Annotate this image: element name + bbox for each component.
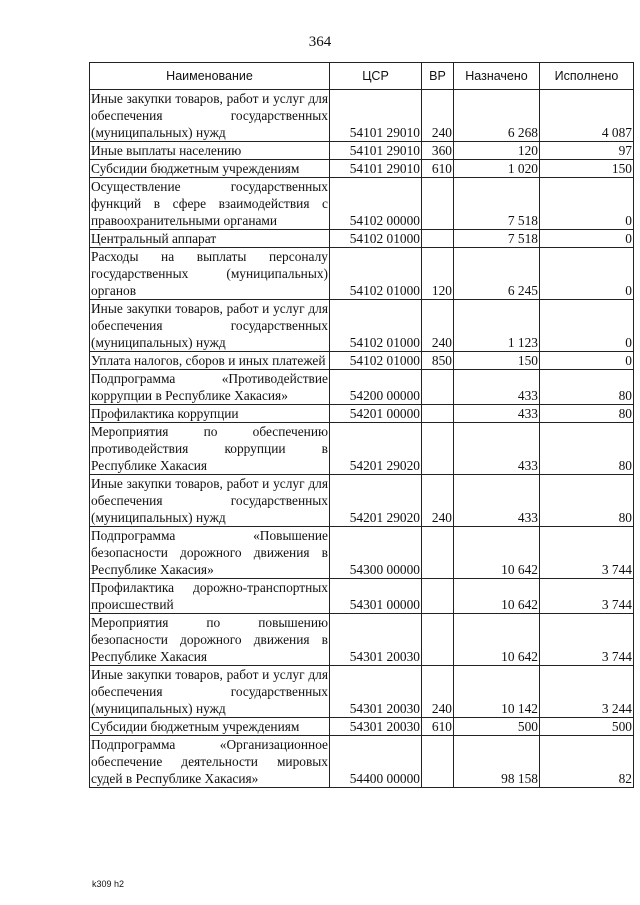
header-executed: Исполнено [540, 63, 634, 90]
cell-vr [422, 423, 454, 475]
cell-csr: 54301 20030 [330, 666, 422, 718]
table-row [90, 475, 634, 527]
cell-assigned: 433 [454, 423, 540, 475]
cell-assigned: 10 642 [454, 614, 540, 666]
budget-table [89, 62, 634, 788]
table-row [90, 579, 634, 614]
table-row [90, 423, 634, 475]
cell-executed: 97 [540, 142, 634, 160]
cell-assigned: 10 642 [454, 579, 540, 614]
cell-executed: 4 087 [540, 90, 634, 142]
cell-name: Профилактика коррупции [90, 405, 330, 423]
cell-name: Подпрограмма «Организационное обеспечение деятельности мировых судей в Республике Хакасия» [91, 737, 328, 786]
table-row [90, 614, 634, 666]
cell-name: Субсидии бюджетным учреждениям [90, 160, 330, 178]
cell-vr: 610 [422, 718, 454, 736]
cell-assigned: 98 158 [454, 736, 540, 788]
cell-assigned: 6 245 [454, 248, 540, 300]
cell-csr: 54102 01000 [330, 352, 422, 370]
cell-csr: 54102 00000 [330, 178, 422, 230]
cell-assigned: 433 [454, 475, 540, 527]
cell-name: Расходы на выплаты персоналу государственных (муниципальных) органов [91, 249, 328, 298]
cell-assigned: 6 268 [454, 90, 540, 142]
table-row [90, 160, 634, 178]
cell-assigned: 10 642 [454, 527, 540, 579]
table-row [90, 248, 634, 300]
cell-name: Подпрограмма «Повышение безопасности дорожного движения в Республике Хакасия» [91, 528, 328, 577]
cell-executed: 3 744 [540, 579, 634, 614]
cell-assigned: 7 518 [454, 178, 540, 230]
cell-executed: 0 [540, 230, 634, 248]
cell-vr [422, 405, 454, 423]
cell-csr: 54301 20030 [330, 614, 422, 666]
cell-name: Иные закупки товаров, работ и услуг для обеспечения государственных (муниципальных) нужд [91, 667, 328, 716]
cell-name: Подпрограмма «Противодействие коррупции в Республике Хакасия» [91, 371, 328, 403]
cell-assigned: 433 [454, 405, 540, 423]
cell-vr: 360 [422, 142, 454, 160]
table-header-row [90, 63, 634, 90]
cell-vr [422, 370, 454, 405]
cell-vr: 240 [422, 90, 454, 142]
cell-executed: 80 [540, 370, 634, 405]
cell-executed: 0 [540, 352, 634, 370]
table-row [90, 527, 634, 579]
cell-csr: 54201 00000 [330, 405, 422, 423]
cell-name: Уплата налогов, сборов и иных платежей [90, 352, 330, 370]
footer-code: k309 h2 [92, 879, 125, 889]
cell-vr [422, 614, 454, 666]
cell-csr: 54101 29010 [330, 90, 422, 142]
cell-csr: 54102 01000 [330, 230, 422, 248]
cell-executed: 80 [540, 475, 634, 527]
table-body [90, 90, 634, 788]
table-row [90, 142, 634, 160]
cell-vr: 240 [422, 666, 454, 718]
cell-vr: 850 [422, 352, 454, 370]
cell-executed: 80 [540, 423, 634, 475]
cell-csr: 54301 20030 [330, 718, 422, 736]
header-name: Наименование [90, 63, 330, 90]
cell-csr: 54201 29020 [330, 423, 422, 475]
cell-executed: 82 [540, 736, 634, 788]
table-row [90, 736, 634, 788]
cell-executed: 3 744 [540, 527, 634, 579]
table-row [90, 178, 634, 230]
cell-name: Центральный аппарат [90, 230, 330, 248]
cell-executed: 0 [540, 300, 634, 352]
cell-name: Профилактика дорожно-транспортных происшествий [91, 580, 328, 612]
cell-vr: 240 [422, 475, 454, 527]
table-row [90, 718, 634, 736]
cell-executed: 3 744 [540, 614, 634, 666]
cell-assigned: 150 [454, 352, 540, 370]
cell-vr [422, 579, 454, 614]
cell-name: Иные закупки товаров, работ и услуг для обеспечения государственных (муниципальных) нужд [91, 476, 328, 525]
cell-assigned: 120 [454, 142, 540, 160]
cell-name: Мероприятия по повышению безопасности дорожного движения в Республике Хакасия [91, 615, 328, 664]
cell-assigned: 1 123 [454, 300, 540, 352]
table-row [90, 666, 634, 718]
cell-csr: 54101 29010 [330, 142, 422, 160]
cell-assigned: 1 020 [454, 160, 540, 178]
table-row [90, 370, 634, 405]
cell-executed: 0 [540, 178, 634, 230]
cell-vr [422, 178, 454, 230]
cell-executed: 500 [540, 718, 634, 736]
table-row [90, 405, 634, 423]
cell-assigned: 7 518 [454, 230, 540, 248]
cell-name: Субсидии бюджетным учреждениям [90, 718, 330, 736]
cell-vr: 240 [422, 300, 454, 352]
cell-vr [422, 736, 454, 788]
cell-vr: 610 [422, 160, 454, 178]
cell-csr: 54301 00000 [330, 579, 422, 614]
cell-assigned: 10 142 [454, 666, 540, 718]
cell-name: Мероприятия по обеспечению противодействия коррупции в Республике Хакасия [91, 424, 328, 473]
table-row [90, 230, 634, 248]
cell-csr: 54102 01000 [330, 248, 422, 300]
cell-csr: 54101 29010 [330, 160, 422, 178]
cell-csr: 54200 00000 [330, 370, 422, 405]
cell-assigned: 433 [454, 370, 540, 405]
cell-executed: 0 [540, 248, 634, 300]
header-assigned: Назначено [454, 63, 540, 90]
header-vr: ВР [422, 63, 454, 90]
cell-assigned: 500 [454, 718, 540, 736]
page-number: 364 [308, 34, 332, 50]
table-row [90, 90, 634, 142]
table-row [90, 352, 634, 370]
cell-csr: 54102 01000 [330, 300, 422, 352]
cell-vr [422, 527, 454, 579]
cell-executed: 3 244 [540, 666, 634, 718]
header-csr: ЦСР [330, 63, 422, 90]
cell-csr: 54201 29020 [330, 475, 422, 527]
cell-name: Иные закупки товаров, работ и услуг для обеспечения государственных (муниципальных) нужд [91, 91, 328, 140]
cell-vr [422, 230, 454, 248]
cell-name: Иные выплаты населению [90, 142, 330, 160]
cell-csr: 54300 00000 [330, 527, 422, 579]
cell-name: Осуществление государственных функций в сфере взаимодействия с правоохранительными органами [91, 179, 328, 228]
cell-executed: 80 [540, 405, 634, 423]
table-row [90, 300, 634, 352]
cell-executed: 150 [540, 160, 634, 178]
cell-name: Иные закупки товаров, работ и услуг для обеспечения государственных (муниципальных) нужд [91, 301, 328, 350]
cell-vr: 120 [422, 248, 454, 300]
cell-csr: 54400 00000 [330, 736, 422, 788]
